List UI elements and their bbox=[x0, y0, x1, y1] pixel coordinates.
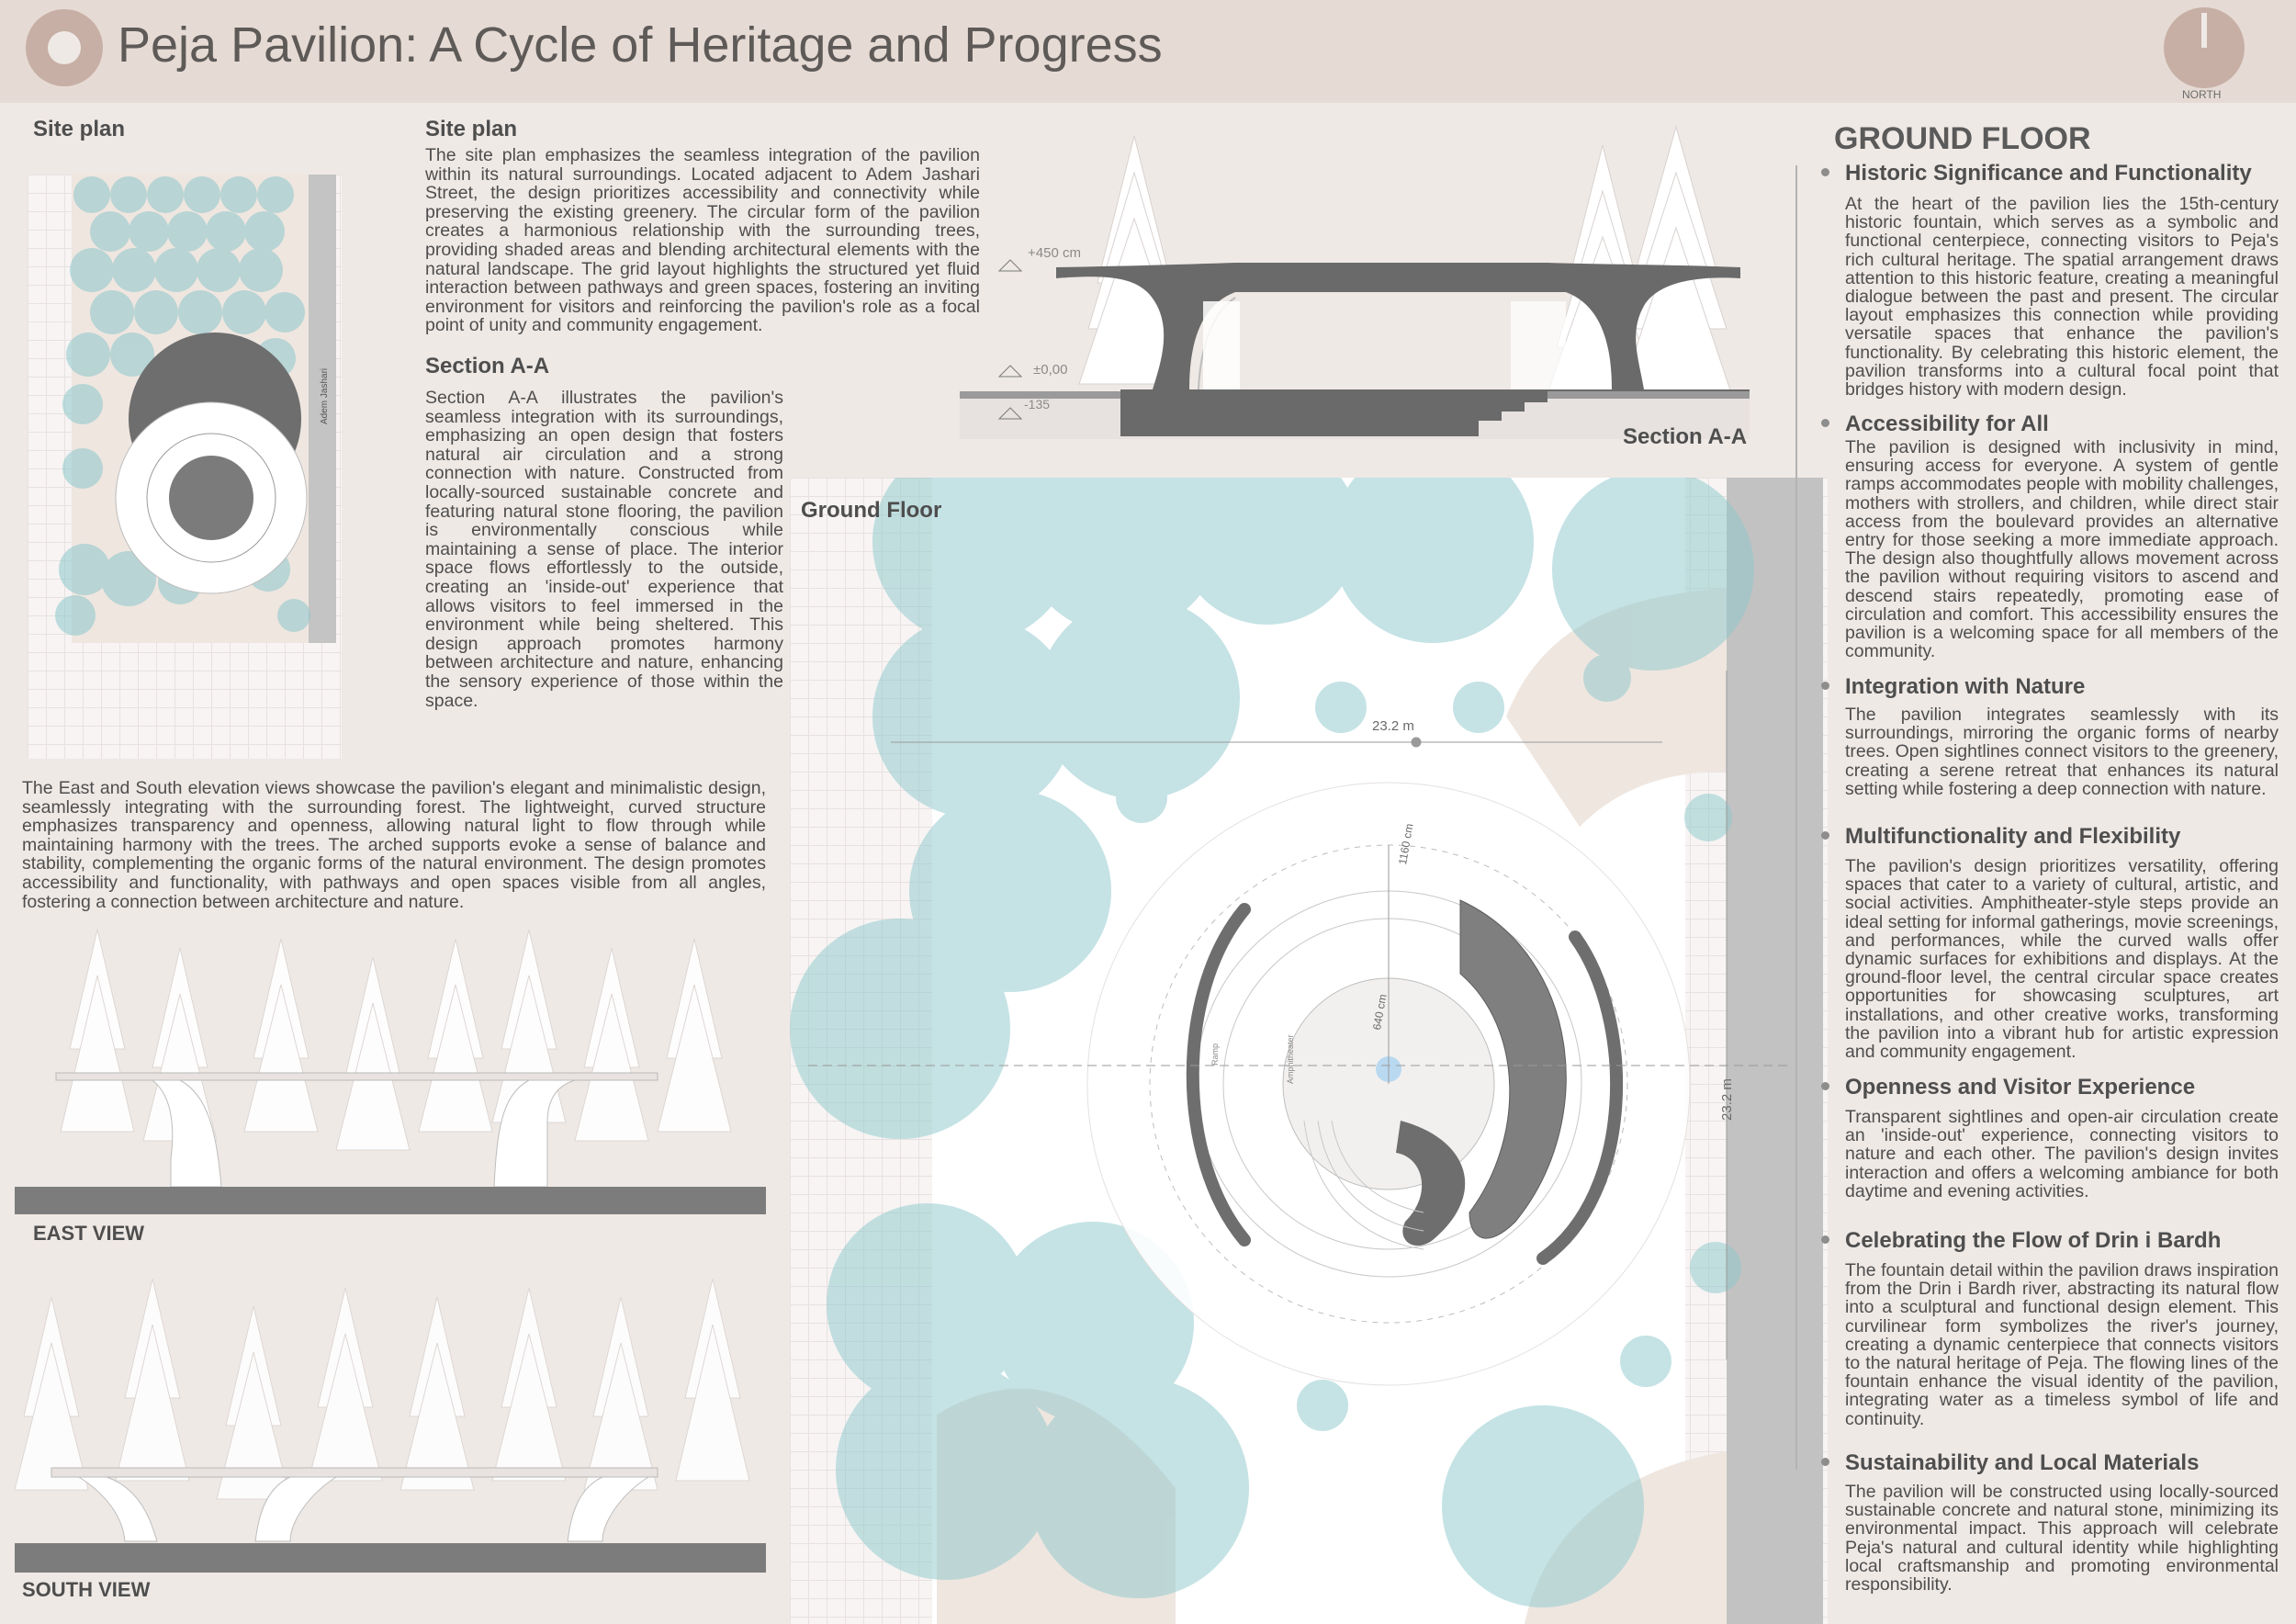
sustainability-heading: Sustainability and Local Materials bbox=[1845, 1450, 2200, 1475]
east-view-label: EAST VIEW bbox=[33, 1222, 145, 1245]
historic-text: At the heart of the pavilion lies the 15th-century historic fountain, which serves as a symbolic and functional centerpiece, connecting visitors to Peja's rich cultural heritage. The spatial arrangement draws attention to this historic feature, creating a meaningful dialogue between the past and present. The circular layout emphasizes this connection while providing versatile spaces that enhance the pavilion's functionality. By celebrating this historic element, the pavilion transforms into a cultural focal point that bridges history with modern design. bbox=[1845, 194, 2279, 400]
elevations-text: The East and South elevation views showcase the pavilion's elegant and minimalistic design, seamlessly integrating with the surrounding forest. The lightweight, curved structure emphasizes transparency and openness, allowing natural light to flow through while maintaining harmony with the trees. The arched supports evoke a sense of balance and stability, complementing the organic forms of the natural environment. The design promotes accessibility and functionality, with pathways and open spaces visible from all angles, fostering a connection between architecture and nature. bbox=[22, 778, 766, 912]
level-low-label: -135 bbox=[1024, 397, 1051, 412]
logo-ring-icon bbox=[26, 9, 103, 86]
integration-text: The pavilion integrates seamlessly with its surroundings, mirroring the organic forms of nearby trees. Open sightlines connect visitors to the greenery, creating a serene retreat that enhances its natural setting while fostering a deep connection with nature. bbox=[1845, 705, 2279, 799]
ground-floor-plan-label: Ground Floor bbox=[801, 498, 942, 523]
multifunctionality-heading: Multifunctionality and Flexibility bbox=[1845, 824, 2181, 849]
north-label: NORTH bbox=[2182, 88, 2222, 101]
dim-radius-b-label: 640 cm bbox=[1370, 993, 1390, 1032]
site-plan-drawing bbox=[28, 175, 342, 759]
site-plan-heading: Site plan bbox=[425, 117, 518, 141]
drin-text: The fountain detail within the pavilion draws inspiration from the Drin i Bardh river, abstracting its natural flow into a sculptural and functional design element. This curvilinear form symbolizes the river's journey, creating a dynamic centerpiece that connects visitors to the natural heritage of Peja. The flowing lines of the fountain enhance the visual identity of the pavilion, integrating water as a timeless symbol of life and continuity. bbox=[1845, 1260, 2279, 1429]
dim-radius-a-label: 1160 cm bbox=[1396, 822, 1416, 866]
bullet-icon bbox=[1821, 831, 1829, 840]
openness-text: Transparent sightlines and open-air circulation create an 'inside-out' experience, connecting visitors to nature and each other. The pavilion's design invites interaction and offers a welcoming ambiance for both daytime and evening activities. bbox=[1845, 1107, 2279, 1201]
multifunctionality-text: The pavilion's design prioritizes versatility, offering spaces that cater to a variety of cultural, artistic, and social activities. Amphitheater-style steps provide an ideal setting for informal gatherings, movie screenings, and performances, while the curved walls offer dynamic surfaces for exhibitions and displays. At the ground-floor level, the central circular space creates opportunities for showcasing sculptures, art installations, and other creative works, transforming the pavilion into a vibrant hub for artistic expression and community engagement. bbox=[1845, 856, 2279, 1063]
bullet-icon bbox=[1821, 682, 1829, 690]
ground-floor-heading: GROUND FLOOR bbox=[1834, 121, 2091, 156]
openness-heading: Openness and Visitor Experience bbox=[1845, 1075, 2196, 1100]
level-top-label: +450 cm bbox=[1028, 245, 1081, 261]
right-connector-line bbox=[1795, 165, 1797, 1470]
bullet-icon bbox=[1821, 1235, 1829, 1244]
bullet-icon bbox=[1821, 1458, 1829, 1466]
street-label: Adem Jashari bbox=[320, 367, 330, 424]
dim-vertical-label: 23.2 m bbox=[1719, 1078, 1735, 1121]
dim-horizontal-label: 23.2 m bbox=[1372, 718, 1414, 734]
integration-heading: Integration with Nature bbox=[1845, 674, 2086, 699]
site-plan-panel-label: Site plan bbox=[33, 117, 126, 141]
east-view-drawing bbox=[15, 911, 768, 1214]
ramp-label: Ramp bbox=[1210, 1043, 1220, 1066]
accessibility-heading: Accessibility for All bbox=[1845, 412, 2049, 436]
bullet-icon bbox=[1821, 1082, 1829, 1090]
section-drawing-label: Section A-A bbox=[1623, 424, 1748, 449]
level-zero-label: ±0,00 bbox=[1033, 362, 1068, 378]
south-view-label: SOUTH VIEW bbox=[22, 1578, 151, 1601]
drin-heading: Celebrating the Flow of Drin i Bardh bbox=[1845, 1228, 2222, 1253]
section-heading: Section A-A bbox=[425, 354, 550, 378]
accessibility-text: The pavilion is designed with inclusivity in mind, ensuring access for everyone. A system of gentle ramps accommodates people with mobility challenges, mothers with strollers, and children, while direct stair access from the boulevard provides an alternative entry for those seeking a more immediate approach. The design also thoughtfully allows movement across the pavilion without requiring visitors to ascend and descend stairs repeatedly, promoting ease of circulation and comfort. This accessibility ensures the pavilion is a welcoming space for all members of the community. bbox=[1845, 437, 2279, 662]
south-view-drawing bbox=[15, 1260, 768, 1573]
sustainability-text: The pavilion will be constructed using locally-sourced sustainable concrete and natural stone, minimizing its environmental impact. This approach will celebrate Peja's natural and cultural identity while highlighting local craftsmanship and promoting environmental responsibility. bbox=[1845, 1482, 2279, 1596]
site-plan-text: The site plan emphasizes the seamless integration of the pavilion within its natural surroundings. Located adjacent to Adem Jashari Street, the design prioritizes accessibility and connectivity while preserving the existing greenery. The circular form of the pavilion creates a harmonious relationship with the surrounding trees, providing shaded areas and blending architectural elements with the natural landscape. The grid layout highlights the structured yet fluid interaction between pathways and green spaces, fostering an inviting environment for visitors and reinforcing the pavilion's role as a focal point of unity and community engagement. bbox=[425, 145, 980, 336]
section-a-a-drawing bbox=[960, 118, 1759, 450]
ground-floor-plan bbox=[790, 478, 1828, 1624]
north-arrow-icon bbox=[2164, 7, 2245, 88]
amphitheater-label: Amphitheater bbox=[1286, 1034, 1295, 1084]
page-title: Peja Pavilion: A Cycle of Heritage and Progress bbox=[118, 17, 1163, 73]
bullet-icon bbox=[1821, 419, 1829, 427]
section-text: Section A-A illustrates the pavilion's seamless integration with its surroundings, emphasizing an open design that fosters natural air circulation and a strong connection with nature. Constructed from locally-sourced sustainable concrete and featuring natural stone flooring, the pavilion is environmentally conscious while maintaining a sense of place. The interior space flows effortlessly to the outside, creating an 'inside-out' experience that allows visitors to feel immersed in the environment while being sheltered. This design approach promotes harmony between architecture and nature, enhancing the sensory experience of those within the space. bbox=[425, 388, 783, 711]
historic-heading: Historic Significance and Functionality bbox=[1845, 161, 2252, 186]
bullet-icon bbox=[1821, 168, 1829, 176]
